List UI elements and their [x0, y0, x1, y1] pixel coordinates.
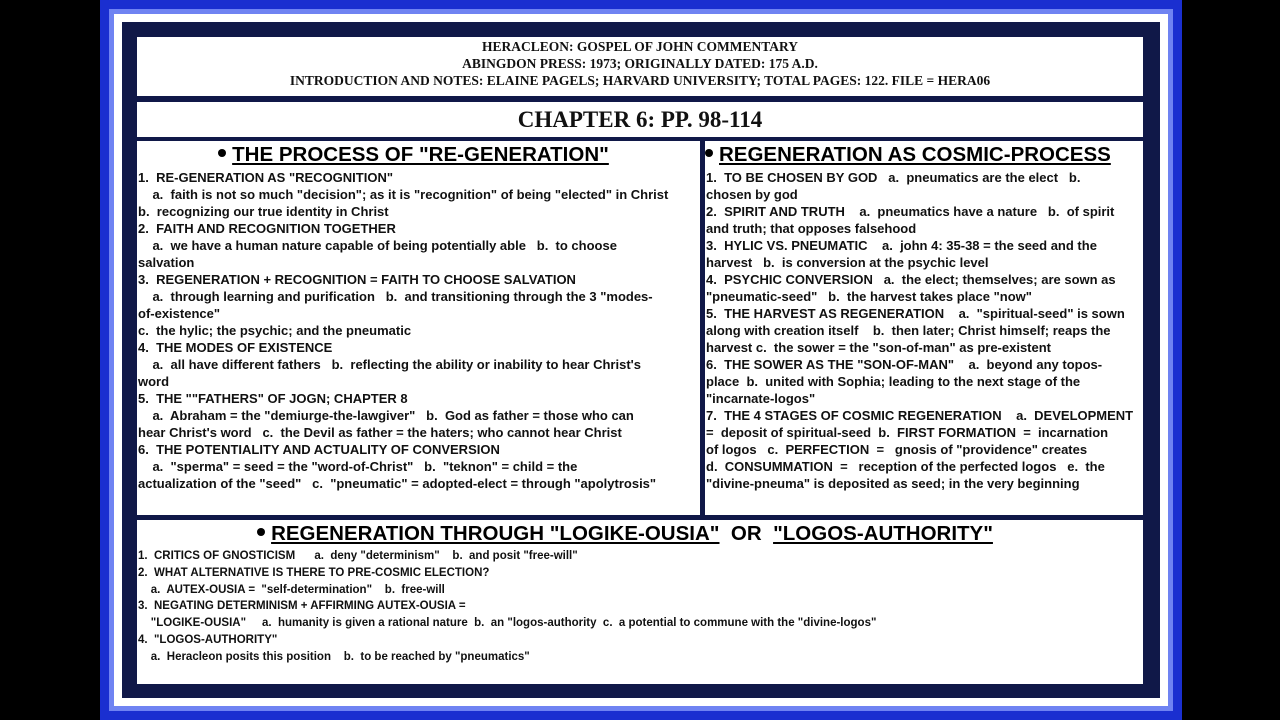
right-section — [705, 141, 1143, 515]
list-item: = deposit of spiritual-seed b. FIRST FORMATION = incarnation — [706, 425, 1109, 440]
header-notes: INTRODUCTION AND NOTES: ELAINE PAGELS; HARVARD UNIVERSITY; TOTAL PAGES: 122. FILE = HERA06 — [289, 73, 991, 88]
bullet-icon — [705, 149, 713, 157]
list-item: 2. FAITH AND RECOGNITION TOGETHER — [138, 221, 396, 236]
list-item: a. we have a human nature capable of being potentially able b. to choose — [138, 238, 617, 253]
list-item: salvation — [138, 255, 195, 270]
list-item: 2. WHAT ALTERNATIVE IS THERE TO PRE-COSMIC ELECTION? — [138, 566, 490, 579]
list-item: harvest c. the sower = the "son-of-man" as pre-existent — [706, 340, 1052, 355]
list-item: c. the hylic; the psychic; and the pneumatic — [138, 323, 412, 338]
bottom-section — [137, 520, 1143, 684]
left-section-title — [137, 141, 700, 169]
list-item: along with creation itself b. then later; Christ himself; reaps the — [706, 323, 1111, 338]
left-section — [137, 141, 700, 515]
list-item: 5. THE HARVEST AS REGENERATION a. "spiritual-seed" is sown — [706, 306, 1125, 321]
list-item: a. faith is not so much "decision"; as it is "recognition" of being "elected" in Christ — [138, 187, 669, 202]
chapter-panel — [137, 102, 1143, 137]
list-item: 7. THE 4 STAGES OF COSMIC REGENERATION a. DEVELOPMENT — [706, 408, 1134, 423]
bottom-title-or: OR — [730, 522, 762, 545]
left-item-list — [137, 169, 700, 492]
bottom-section-title — [137, 520, 1143, 548]
header-title: HERACLEON: GOSPEL OF JOHN COMMENTARY — [481, 39, 799, 54]
list-item: 6. THE SOWER AS THE "SON-OF-MAN" a. beyond any topos- — [706, 357, 1103, 372]
list-item: 1. TO BE CHOSEN BY GOD a. pneumatics are the elect b. — [706, 170, 1081, 185]
list-item: 3. REGENERATION + RECOGNITION = FAITH TO CHOOSE SALVATION — [138, 272, 576, 287]
list-item: d. CONSUMMATION = reception of the perfected logos e. the — [706, 459, 1105, 474]
bullet-icon — [218, 149, 226, 157]
list-item: "incarnate-logos" — [706, 391, 816, 406]
list-item: 3. NEGATING DETERMINISM + AFFIRMING AUTEX-OUSIA = — [138, 600, 466, 613]
left-title-text: THE PROCESS OF "RE-GENERATION" — [232, 143, 609, 166]
list-item: actualization of the "seed" c. "pneumatic" = adopted-elect = through "apolytrosis" — [138, 476, 657, 491]
list-item: a. "sperma" = seed = the "word-of-Christ" b. "teknon" = child = the — [138, 459, 578, 474]
right-section-title — [705, 141, 1143, 169]
chapter-title: CHAPTER 6: PP. 98-114 — [517, 107, 763, 132]
list-item: b. recognizing our true identity in Christ — [138, 204, 389, 219]
list-item: 4. "LOGOS-AUTHORITY" — [138, 633, 278, 646]
list-item: a. Abraham = the "demiurge-the-lawgiver" b. God as father = those who can — [138, 408, 634, 423]
list-item: of-existence" — [138, 306, 221, 321]
header-publisher: ABINGDON PRESS: 1973; ORIGINALLY DATED: 175 A.D. — [462, 56, 818, 71]
list-item: 3. HYLIC VS. PNEUMATIC a. john 4: 35-38 = the seed and the — [706, 238, 1097, 253]
list-item: and truth; that opposes falsehood — [706, 221, 917, 236]
list-item: harvest b. is conversion at the psychic level — [706, 255, 989, 270]
list-item: a. through learning and purification b. and transitioning through the 3 "modes- — [138, 289, 653, 304]
list-item: 4. PSYCHIC CONVERSION a. the elect; themselves; are sown as — [706, 272, 1116, 287]
list-item: chosen by god — [706, 187, 798, 202]
list-item: 2. SPIRIT AND TRUTH a. pneumatics have a nature b. of spirit — [706, 204, 1115, 219]
list-item: "LOGIKE-OUSIA" a. humanity is given a rational nature b. an "logos-authority c. a potential to commune with the "divine-logos" — [138, 617, 877, 630]
list-item: a. all have different fathers b. reflecting the ability or inability to hear Christ's — [138, 357, 641, 372]
list-item: 1. CRITICS OF GNOSTICISM a. deny "determinism" b. and posit "free-will" — [138, 550, 578, 562]
list-item: place b. united with Sophia; leading to the next stage of the — [706, 374, 1081, 389]
list-item: "divine-pneuma" is deposited as seed; in the very beginning — [706, 476, 1080, 491]
bullet-icon — [257, 528, 265, 536]
list-item: 6. THE POTENTIALITY AND ACTUALITY OF CONVERSION — [138, 442, 500, 457]
bottom-item-list — [137, 548, 1143, 666]
list-item: 5. THE ""FATHERS" OF JOGN; CHAPTER 8 — [138, 391, 408, 406]
list-item: a. AUTEX-OUSIA = "self-determination" b. free-will — [138, 583, 445, 596]
list-item: word — [138, 374, 170, 389]
right-title-text: REGENERATION AS COSMIC-PROCESS — [719, 143, 1111, 166]
list-item: 1. RE-GENERATION AS "RECOGNITION" — [138, 170, 394, 185]
list-item: 4. THE MODES OF EXISTENCE — [138, 340, 333, 355]
bottom-title-part2: "LOGOS-AUTHORITY" — [773, 522, 993, 545]
bottom-title-part1: REGENERATION THROUGH "LOGIKE-OUSIA" — [271, 522, 720, 545]
list-item: "pneumatic-seed" b. the harvest takes place "now" — [706, 289, 1032, 304]
list-item: a. Heracleon posits this position b. to be reached by "pneumatics" — [138, 650, 530, 663]
list-item: hear Christ's word c. the Devil as father = the haters; who cannot hear Christ — [138, 425, 622, 440]
right-item-list — [705, 169, 1143, 492]
header-panel — [137, 37, 1143, 96]
list-item: of logos c. PERFECTION = gnosis of "providence" creates — [706, 442, 1088, 457]
